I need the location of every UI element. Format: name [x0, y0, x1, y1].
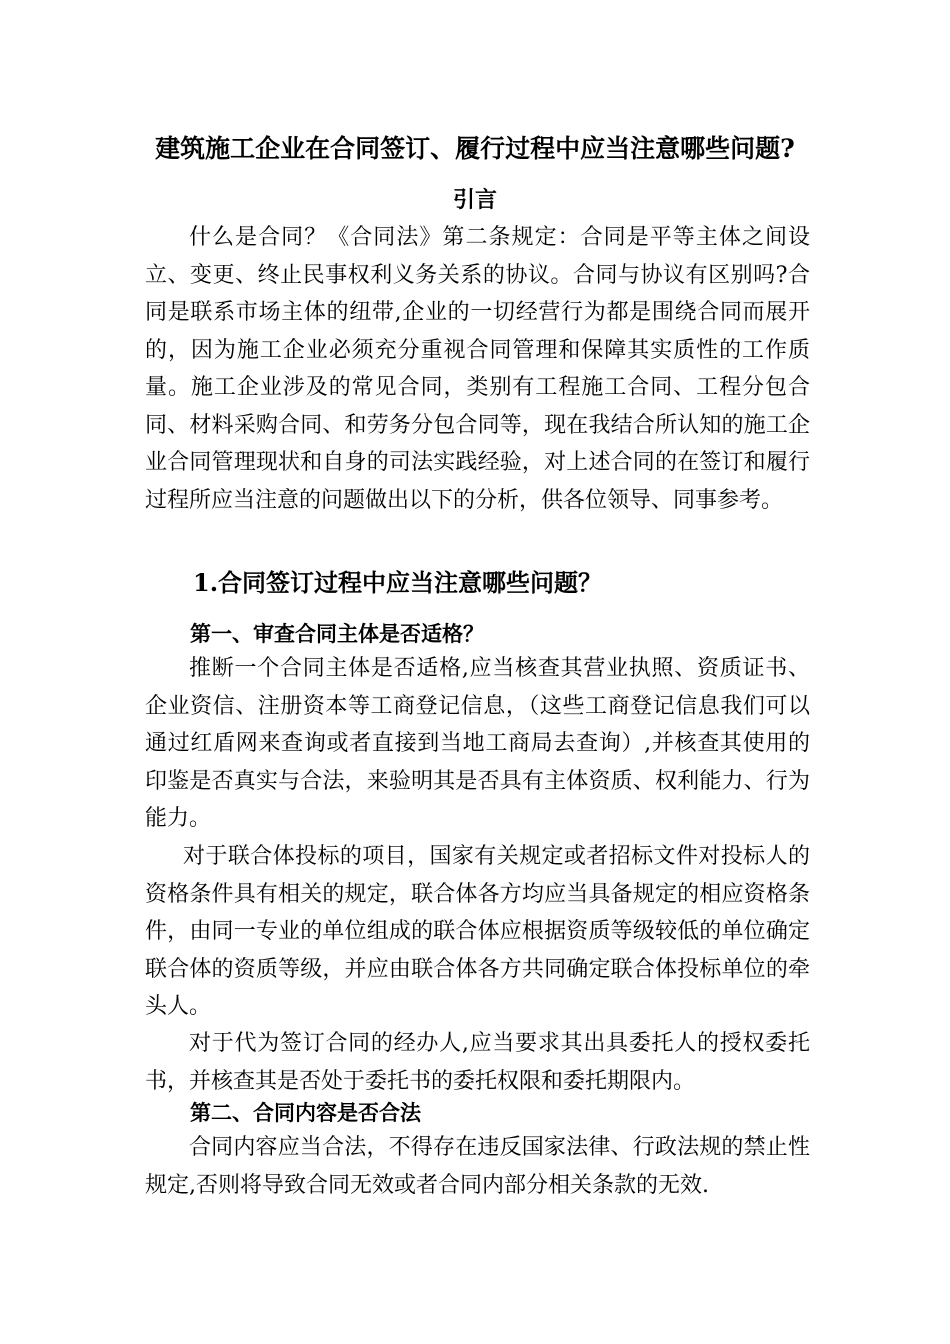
subsection-2-paragraph-1: 合同内容应当合法，不得存在违反国家法律、行政法规的禁止性规定,否则将导致合同无效或者合同内部分相关条款的无效.	[145, 1135, 810, 1198]
document-title: 建筑施工企业在合同签订、履行过程中应当注意哪些问题?	[155, 134, 795, 163]
section-1-heading: 1.合同签订过程中应当注意哪些问题？	[193, 568, 603, 597]
intro-paragraph: 什么是合同？《合同法》第二条规定：合同是平等主体之间设立、变更、终止民事权利义务关系的协议。合同与协议有区别吗?合同是联系市场主体的纽带,企业的一切经营行为都是围绕合同而展开的，因为施工企业必须充分重视合同管理和保障其实质性的工作质量。施工企业涉及的常见合同，类别有工程施工合同、工程分包合同、材料采购合同、和劳务分包合同等，现在我结合所认知的施工企业合同管理现状和自身的司法实践经验，对上述合同的在签订和履行过程所应当注意的问题做出以下的分析，供各位领导、同事参考。	[145, 225, 810, 513]
subsection-2-heading: 第二、合同内容是否合法	[190, 1100, 421, 1125]
subsection-1-paragraph-3: 对于代为签订合同的经办人,应当要求其出具委托人的授权委托书，并核查其是否处于委托书的委托权限和委托期限内。	[145, 1031, 810, 1094]
subsection-1-paragraph-1: 推断一个合同主体是否适格,应当核查其营业执照、资质证书、企业资信、注册资本等工商登记信息，（这些工商登记信息我们可以通过红盾网来查询或者直接到当地工商局去查询）,并核查其使用的印鉴是否真实与合法，来验明其是否具有主体资质、权利能力、行为能力。	[145, 656, 810, 831]
subsection-1-paragraph-2: 对于联合体投标的项目，国家有关规定或者招标文件对投标人的资格条件具有相关的规定，联合体各方均应当具备规定的相应资格条件，由同一专业的单位组成的联合体应根据资质等级较低的单位确定联合体的资质等级，并应由联合体各方共同确定联合体投标单位的牵头人。	[145, 844, 810, 1019]
intro-heading: 引言	[452, 187, 497, 213]
subsection-1-heading: 第一、审查合同主体是否适格？	[190, 621, 484, 646]
